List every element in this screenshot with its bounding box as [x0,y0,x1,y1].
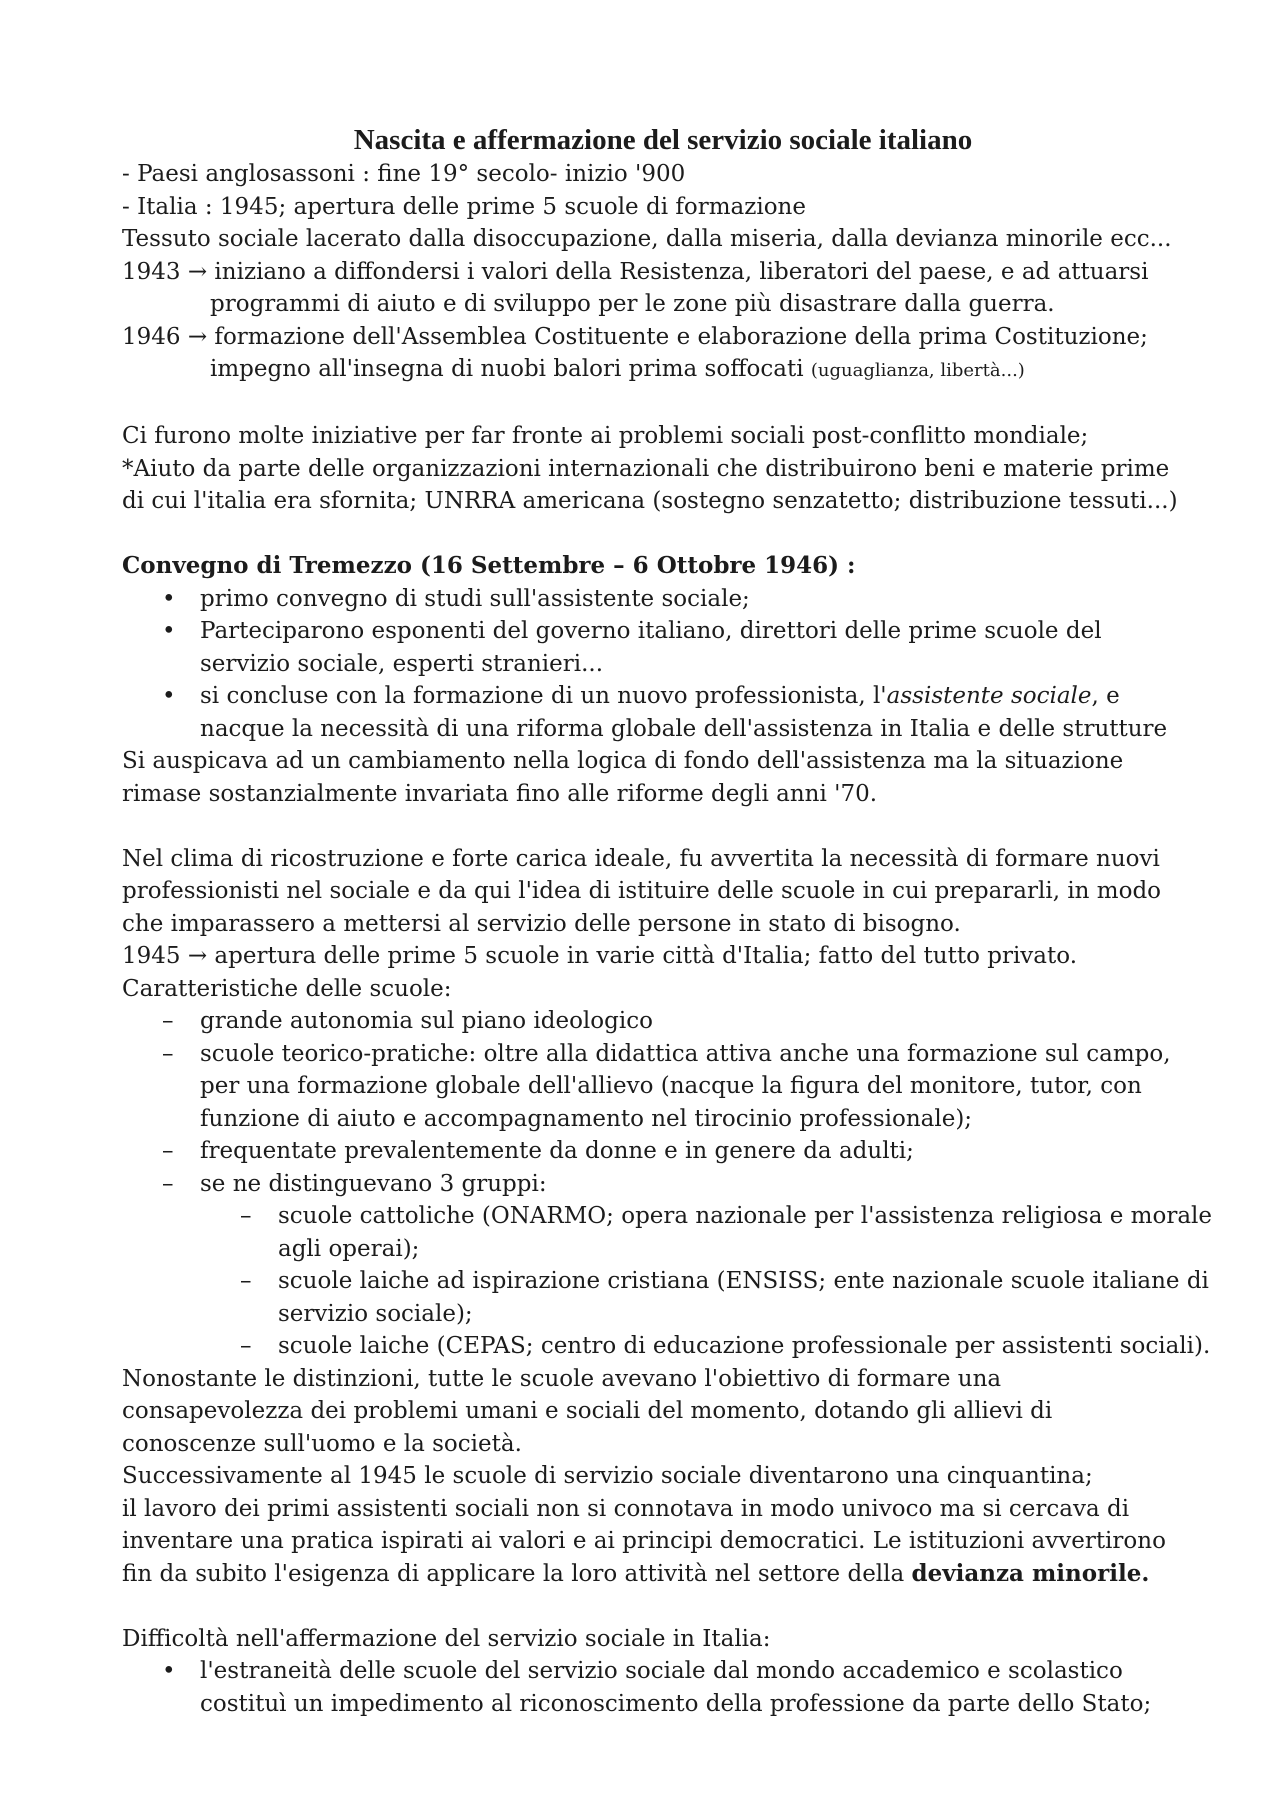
list-item-text: frequentate prevalentemente da donne e in genere da adulti; [200,1138,914,1164]
intro-line-italia: - Italia : 1945; apertura delle prime 5 scuole di formazione [122,193,806,220]
list-item [162,1038,1182,1136]
dash-icon: – [240,1333,252,1359]
tremezzo-list [122,583,1182,746]
intro-line-1943-cont: programmi di aiuto e di sviluppo per le zone più disastrare dalla guerra. [210,291,1055,317]
tremezzo-after-1: Si auspicava ad un cambiamento nella logica di fondo dell'assistenza ma la situazione [122,748,1124,774]
list-item [162,1005,1182,1038]
list-item-text-cont: per una formazione globale dell'allievo (nacque la figura del monitore, tutor, con [200,1073,1142,1099]
list-item [162,1168,1213,1363]
list-item-text: primo convegno di studi sull'assistente sociale; [200,585,750,612]
list-item [162,615,1182,680]
list-item [240,1330,1211,1363]
intro-line-1946: 1946 → formazione dell'Assemblea Costituente e elaborazione della prima Costituzione; [122,323,1148,350]
list-item-text-post: , e [1091,683,1120,709]
list-item-text-cont: servizio sociale); [278,1300,473,1327]
tremezzo-heading: Convegno di Tremezzo (16 Settembre – 6 Ottobre 1946) : [122,552,856,579]
intro-line-tessuto: Tessuto sociale lacerato dalla disoccupazione, dalla miseria, dalla devianza minorile ecc... [122,226,1172,252]
list-item-text: se ne distinguevano 3 gruppi: [200,1170,547,1197]
dash-icon: – [240,1203,252,1229]
scuole-caratteristiche: Caratteristiche delle scuole: [122,975,452,1002]
dash-icon: – [162,1138,174,1164]
list-item-text: l'estraneità delle scuole del servizio sociale dal mondo accademico e scolastico [200,1658,1123,1684]
spacer [122,810,1182,843]
spacer [122,388,1182,421]
dash-icon: – [162,1008,174,1034]
list-item-text-cont: nacque la necessità di una riforma globale dell'assistenza in Italia e delle strutture [200,715,1168,742]
dash-icon: – [240,1268,252,1294]
list-item-text: Parteciparono esponenti del governo italiano, direttori delle prime scuole del [200,618,1102,644]
scuole-line-2: professionisti nel sociale e da qui l'idea di istituire delle scuole in cui prepararli, in modo [122,878,1162,904]
intro-line-anglosassoni: - Paesi anglosassoni : fine 19° secolo- inizio '900 [122,161,686,187]
bullet-icon: • [162,1658,176,1684]
nonostante-line-2: consapevolezza dei problemi umani e sociali del momento, dotando gli allievi di [122,1398,1053,1424]
p2-line-3: di cui l'italia era sfornita; UNRRA americana (sostegno senzatetto; distribuzione tessuti...) [122,488,1178,514]
list-item-text-cont: agli operai); [278,1235,420,1262]
lavoro-line-3 [122,1558,1182,1591]
dash-icon: – [162,1170,174,1197]
list-item-text: scuole teorico-pratiche: oltre alla didattica attiva anche una formazione sul campo, [200,1040,1171,1067]
list-item-text: grande autonomia sul piano ideologico [200,1008,653,1034]
bullet-icon: • [162,683,176,709]
spacer [122,1590,1182,1623]
bullet-icon: • [162,618,176,644]
list-item-text: scuole cattoliche (ONARMO; opera nazionale per l'assistenza religiosa e morale [278,1203,1213,1229]
dash-icon: – [162,1040,174,1067]
spacer [122,518,1182,551]
intro-line-1946-cont [122,353,1182,388]
tremezzo-after-2: rimase sostanzialmente invariata fino alle riforme degli anni '70. [122,780,878,807]
list-item [162,1135,1182,1168]
assistente-sociale-emphasis: assistente sociale [886,683,1092,709]
list-item [162,680,1182,745]
list-item [240,1265,1209,1330]
difficolta-list [122,1655,1182,1720]
list-item-text: scuole laiche ad ispirazione cristiana (ENSISS; ente nazionale scuole italiane di [278,1268,1209,1294]
list-item [240,1200,1213,1265]
scuole-line-1945: 1945 → apertura delle prime 5 scuole in varie città d'Italia; fatto del tutto privato. [122,943,1078,969]
list-item-text: scuole laiche (CEPAS; centro di educazione professionale per assistenti sociali). [278,1333,1211,1359]
scuole-line-3: che imparassero a mettersi al servizio delle persone in stato di bisogno. [122,910,961,937]
bullet-icon: • [162,585,176,612]
p2-line-2: *Aiuto da parte delle organizzazioni internazionali che distribuirono beni e materie prime [122,455,1170,482]
intro-line-1943: 1943 → iniziano a diffondersi i valori della Resistenza, liberatori del paese, e ad attuarsi [122,258,1149,285]
devianza-minorile-emphasis: devianza minorile. [911,1559,1150,1587]
p2-line-1: Ci furono molte iniziative per far fronte ai problemi sociali post-conflitto mondiale; [122,423,1089,449]
lavoro-line-2: inventare una pratica ispirati ai valori e ai principi democratici. Le istituzioni avvertirono [122,1528,1166,1554]
lavoro-line-1: il lavoro dei primi assistenti sociali non si connotava in modo univoco ma si cercava di [122,1495,1130,1522]
intro-1946-text: impegno all'insegna di nuobi balori prima soffocati [210,356,811,382]
nonostante-line-3: conoscenze sull'uomo e la società. [122,1430,522,1457]
list-item [162,1655,1182,1720]
difficolta-heading: Difficoltà nell'affermazione del servizio sociale in Italia: [122,1625,771,1652]
nonostante-line-1: Nonostante le distinzioni, tutte le scuole avevano l'obiettivo di formare una [122,1365,1002,1392]
lavoro-line-3-text: fin da subito l'esigenza di applicare la loro attività nel settore della [122,1560,912,1587]
list-item-text-cont: funzione di aiuto e accompagnamento nel tirocinio professionale); [200,1105,973,1132]
list-item-text-cont: costituì un impedimento al riconoscimento della professione da parte dello Stato; [200,1690,1152,1717]
scuole-line-1: Nel clima di ricostruzione e forte carica ideale, fu avvertita la necessità di formare nuovi [122,845,1160,872]
document-body [122,122,1213,1720]
list-item-text [200,680,1182,713]
gruppi-list [200,1200,1213,1363]
list-item [162,583,1182,616]
list-item-text-cont: servizio sociale, esperti stranieri... [200,650,604,677]
list-item-text-pre: si concluse con la formazione di un nuovo professionista, l' [200,683,887,709]
caratteristiche-list [122,1005,1213,1363]
successivamente-line: Successivamente al 1945 le scuole di servizio sociale diventarono una cinquantina; [122,1463,1093,1489]
page-title: Nascita e affermazione del servizio sociale italiano [353,124,973,156]
intro-1946-small: (uguaglianza, libertà...) [810,360,1025,381]
